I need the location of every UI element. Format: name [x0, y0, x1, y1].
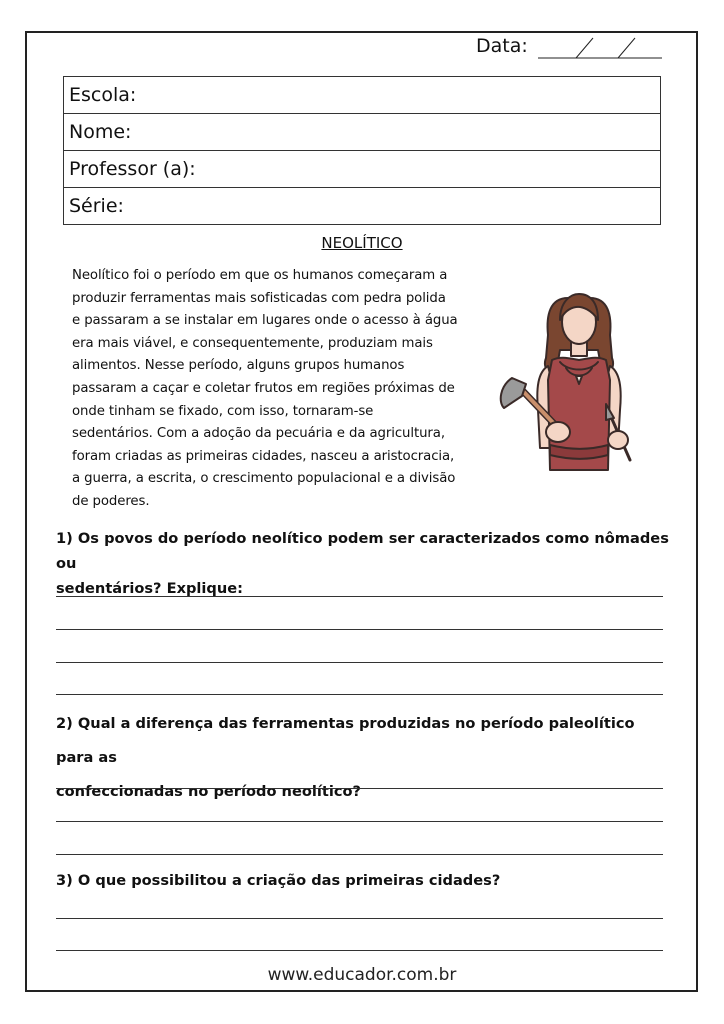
- teacher-label: Professor (a):: [69, 158, 196, 180]
- answer-line[interactable]: [56, 918, 663, 919]
- intro-line: foram criadas as primeiras cidades, nasceu a aristocracia,: [72, 448, 455, 464]
- intro-line: alimentos. Nesse período, alguns grupos humanos: [72, 358, 405, 374]
- question-1-line: sedentários? Explique:: [56, 580, 244, 597]
- question-3: [56, 868, 671, 893]
- intro-line: passaram a caçar e coletar frutos em regiões próximas de: [72, 380, 455, 396]
- question-2-line: 2) Qual a diferença das ferramentas produzidas no período paleolítico para as: [56, 715, 635, 766]
- intro-line: de poderes.: [72, 493, 150, 509]
- name-field[interactable]: [64, 114, 660, 151]
- name-label: Nome:: [69, 121, 132, 143]
- page-title: [0, 234, 724, 252]
- question-1: [56, 526, 671, 601]
- question-3-line: 3) O que possibilitou a criação das primeiras cidades?: [56, 872, 501, 889]
- question-2: [56, 707, 671, 809]
- intro-line: Neolítico foi o período em que os humanos começaram a: [72, 268, 448, 283]
- intro-line: sedentários. Com a adoção da pecuária e da agricultura,: [72, 426, 445, 442]
- neolithic-person-with-axe-icon: [490, 280, 660, 480]
- grade-label: Série:: [69, 195, 124, 217]
- date-input-line[interactable]: [538, 36, 662, 60]
- question-2-line: confeccionadas no período neolítico?: [56, 783, 362, 800]
- answer-line[interactable]: [56, 950, 663, 951]
- school-label: Escola:: [69, 84, 137, 106]
- answer-line[interactable]: [56, 694, 663, 695]
- question-1-line: 1) Os povos do período neolítico podem ser caracterizados como nômades ou: [56, 530, 669, 572]
- intro-paragraph: [72, 265, 504, 514]
- school-field[interactable]: [64, 77, 660, 114]
- footer-website: www.educador.com.br: [267, 965, 457, 985]
- grade-field[interactable]: [64, 188, 660, 225]
- intro-line: era mais viável, e consequentemente, produziam mais: [72, 335, 433, 351]
- intro-line: onde tinham se fixado, com isso, tornaram-se: [72, 403, 374, 419]
- answer-line[interactable]: [56, 662, 663, 663]
- answer-line[interactable]: [56, 854, 663, 855]
- intro-line: a guerra, a escrita, o crescimento populacional e a divisão: [72, 471, 456, 487]
- student-info-box: [63, 76, 661, 225]
- answer-line[interactable]: [56, 788, 663, 789]
- date-label: Data:: [476, 35, 528, 57]
- title-text: NEOLÍTICO: [321, 234, 403, 252]
- answer-line[interactable]: [56, 629, 663, 630]
- intro-line: e passaram a se instalar em lugares onde o acesso à água: [72, 313, 458, 329]
- answer-line[interactable]: [56, 596, 663, 597]
- teacher-field[interactable]: [64, 151, 660, 188]
- answer-line[interactable]: [56, 821, 663, 822]
- intro-line: produzir ferramentas mais sofisticadas com pedra polida: [72, 290, 446, 306]
